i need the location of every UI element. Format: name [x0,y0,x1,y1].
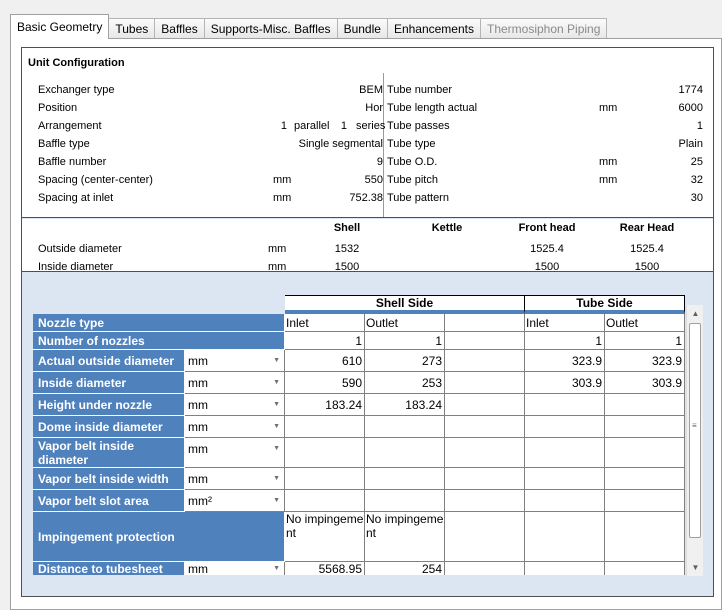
nozzle-grid-cell[interactable]: 610 [285,350,365,372]
nozzle-grid-cell[interactable] [525,512,605,562]
nozzle-grid-cell[interactable] [605,562,685,575]
config-row [387,99,703,117]
nozzle-grid-cell[interactable]: 183.24 [365,394,445,416]
chevron-down-icon[interactable]: ▼ [273,401,280,408]
nozzle-grid-cell[interactable]: No impingement [365,512,445,562]
unit-select[interactable] [185,416,285,438]
nozzle-grid-cell[interactable]: Outlet [365,314,445,332]
chevron-down-icon[interactable]: ▼ [273,445,280,452]
nozzle-row-label: Vapor belt inside diameter [33,438,185,468]
config-unit: mm [599,156,618,168]
nozzle-grid-cell[interactable]: Outlet [605,314,685,332]
nozzle-row-label: Vapor belt slot area [33,490,185,512]
nozzle-grid-cell[interactable] [525,562,605,575]
diameter-front-value: 1525.4 [530,243,564,255]
arrangement-series-count: 1 [340,120,347,132]
tube-side-header: Tube Side [525,295,685,314]
scroll-up-icon[interactable]: ▲ [691,309,700,318]
nozzle-grid-cell[interactable] [605,416,685,438]
nozzle-grid-cell[interactable]: 303.9 [525,372,605,394]
config-value: 1 [696,120,703,132]
tab-baffles[interactable]: Baffles [154,18,204,39]
tab-strip [10,14,606,39]
nozzle-grid-cell[interactable]: 1 [285,332,365,350]
nozzle-grid-cell[interactable] [605,468,685,490]
diameter-unit: mm [268,261,287,273]
nozzle-grid-cell[interactable]: 253 [365,372,445,394]
unit-select[interactable] [185,438,285,468]
nozzle-grid-cell[interactable]: Inlet [525,314,605,332]
diameters-section [22,219,713,272]
nozzle-grid-cell[interactable]: 183.24 [285,394,365,416]
config-label: Tube type [387,138,436,150]
column-divider [383,73,384,217]
unit-select-value: mm [188,354,208,368]
nozzle-grid-cell[interactable]: 5568.95 [285,562,365,575]
shell-header: Shell [333,222,361,234]
chevron-down-icon[interactable]: ▼ [273,497,280,504]
tab-enhancements[interactable]: Enhancements [387,18,481,39]
nozzle-grid-cell[interactable]: No impingement [285,512,365,562]
nozzle-grid-cell[interactable] [445,438,525,468]
nozzle-grid-cell[interactable]: 254 [365,562,445,575]
geometry-container [21,47,714,597]
tab-thermosiphon-piping[interactable]: Thermosiphon Piping [480,18,607,39]
nozzle-row-label: Impingement protection [33,512,285,562]
unit-select[interactable] [185,562,285,575]
nozzle-row-label: Vapor belt inside width [33,468,185,490]
config-row [38,81,383,99]
unit-select-value: mm [188,398,208,412]
unit-select-value: mm [188,442,208,456]
nozzle-grid-cell[interactable] [445,372,525,394]
scrollbar-thumb[interactable] [689,323,701,538]
nozzle-grid-cell[interactable] [605,512,685,562]
nozzle-grid-cell[interactable]: 303.9 [605,372,685,394]
nozzle-grid [33,289,685,575]
scrollbar-grip-icon: ≡ [692,421,697,430]
diameter-unit: mm [268,243,287,255]
unit-select[interactable] [185,468,285,490]
front-head-header: Front head [518,222,576,234]
tab-basic-geometry[interactable]: Basic Geometry [10,14,109,39]
nozzle-grid-cell[interactable] [525,438,605,468]
tab-panel [10,38,722,610]
nozzle-grid-cell[interactable] [525,468,605,490]
unit-configuration-title: Unit Configuration [28,57,125,69]
nozzle-grid-cell[interactable] [605,438,685,468]
config-label: Tube O.D. [387,156,438,168]
config-row [387,189,703,207]
arrangement-parallel-count: 1 [280,120,287,132]
nozzle-grid-cell[interactable] [525,394,605,416]
nozzle-grid-cell[interactable] [445,416,525,438]
config-row [387,171,703,189]
nozzle-grid-cell[interactable] [285,438,365,468]
chevron-down-icon[interactable]: ▼ [273,565,280,572]
config-row [38,189,383,207]
config-label: Tube pitch [387,174,438,186]
nozzle-grid-cell[interactable] [365,468,445,490]
chevron-down-icon[interactable]: ▼ [273,423,280,430]
diameter-rear-value: 1500 [634,261,660,273]
nozzle-grid-cell[interactable] [285,416,365,438]
nozzle-grid-cell[interactable] [525,490,605,512]
config-label: Tube number [387,84,453,96]
grid-vertical-scrollbar[interactable] [686,305,703,576]
unit-select-value: mm [188,376,208,390]
config-row [387,117,703,135]
unit-select[interactable] [185,372,285,394]
unit-select-value: mm [188,420,208,434]
config-label: Tube length actual [387,102,478,114]
config-value: 32 [690,174,703,186]
unit-configuration-section [22,48,713,218]
config-unit: mm [599,102,618,114]
tab-bundle[interactable]: Bundle [337,18,388,39]
diameter-shell-value: 1500 [334,261,360,273]
config-row [387,81,703,99]
nozzle-grid-cell[interactable] [445,332,525,350]
nozzle-grid-cell[interactable] [445,562,525,575]
nozzle-row-label: Actual outside diameter [33,350,185,372]
unit-select-value: mm [188,562,208,575]
unit-select[interactable] [185,350,285,372]
config-row [38,153,383,171]
nozzle-grid-cell[interactable]: 1 [365,332,445,350]
config-value: BEM [359,84,383,96]
config-label: Spacing (center-center) [38,174,153,186]
nozzle-grid-cell[interactable] [365,416,445,438]
diameter-label: Inside diameter [38,261,114,273]
nozzle-grid-cell[interactable]: 323.9 [525,350,605,372]
unit-select[interactable] [185,394,285,416]
config-label: Position [38,102,78,114]
nozzle-grid-cell[interactable] [445,314,525,332]
arrangement-series-label: series [356,120,386,132]
scroll-down-icon[interactable]: ▼ [691,563,700,572]
nozzle-grid-cell[interactable] [365,438,445,468]
nozzle-grid-cell[interactable] [445,468,525,490]
nozzle-row-label: Inside diameter [33,372,185,394]
diameter-kettle-value [397,258,497,276]
config-row [38,135,383,153]
config-value: 9 [376,156,383,168]
config-row [38,117,386,135]
config-value: 6000 [678,102,703,114]
nozzle-grid-cell[interactable] [605,394,685,416]
nozzle-grid-cell[interactable] [445,490,525,512]
nozzle-grid-cell[interactable] [605,490,685,512]
nozzle-grid-cell[interactable]: 590 [285,372,365,394]
arrangement-parallel-label: parallel [294,120,330,132]
config-value: Plain [678,138,703,150]
config-value: Single segmental [298,138,383,150]
tab-tubes[interactable]: Tubes [108,18,155,39]
nozzle-grid-cell[interactable]: 323.9 [605,350,685,372]
config-label: Baffle number [38,156,107,168]
chevron-down-icon[interactable]: ▼ [273,357,280,364]
nozzle-grid-cell[interactable] [445,512,525,562]
nozzle-row-label: Height under nozzle [33,394,185,416]
chevron-down-icon[interactable]: ▼ [273,379,280,386]
nozzle-grid-cell[interactable]: 273 [365,350,445,372]
config-row [38,171,383,189]
config-value: 1774 [678,84,703,96]
diameter-label: Outside diameter [38,243,122,255]
kettle-header: Kettle [431,222,463,234]
diameter-front-value: 1500 [534,261,560,273]
config-label: Spacing at inlet [38,192,114,204]
config-label: Tube passes [387,120,450,132]
config-value: 25 [690,156,703,168]
config-label: Arrangement [38,120,102,132]
nozzle-grid-cell[interactable] [365,490,445,512]
config-label: Exchanger type [38,84,115,96]
nozzle-grid-cell[interactable]: Inlet [285,314,365,332]
config-value: Hor [365,102,383,114]
nozzle-row-label: Dome inside diameter [33,416,185,438]
nozzle-grid-cell[interactable] [525,416,605,438]
nozzle-grid-cell[interactable]: 1 [525,332,605,350]
config-row [387,135,703,153]
nozzle-row-label: Distance to tubesheet [33,562,185,575]
nozzle-grid-cell[interactable] [285,490,365,512]
nozzle-grid-cell[interactable] [445,350,525,372]
diameter-shell-value: 1532 [334,243,360,255]
nozzle-grid-cell[interactable] [445,394,525,416]
nozzle-row-label: Number of nozzles [33,332,285,350]
shell-side-header: Shell Side [285,295,525,314]
nozzle-grid-cell[interactable]: 1 [605,332,685,350]
unit-select-value: mm [188,472,208,486]
config-row [38,99,383,117]
config-row [387,153,703,171]
config-unit: mm [273,192,292,204]
unit-select-value: mm² [188,494,212,508]
tab-supports-misc-baffles[interactable]: Supports-Misc. Baffles [204,18,338,39]
config-value: 752.38 [349,192,383,204]
config-unit: mm [273,174,292,186]
diameter-rear-value: 1525.4 [630,243,664,255]
rear-head-header: Rear Head [619,222,675,234]
diameter-kettle-value [397,240,497,258]
nozzle-row-label: Nozzle type [33,314,285,332]
config-value: 30 [690,192,703,204]
config-label: Baffle type [38,138,90,150]
nozzle-grid-cell[interactable] [285,468,365,490]
unit-select[interactable] [185,490,285,512]
chevron-down-icon[interactable]: ▼ [273,475,280,482]
config-value: 550 [364,174,383,186]
config-unit: mm [599,174,618,186]
config-label: Tube pattern [387,192,449,204]
